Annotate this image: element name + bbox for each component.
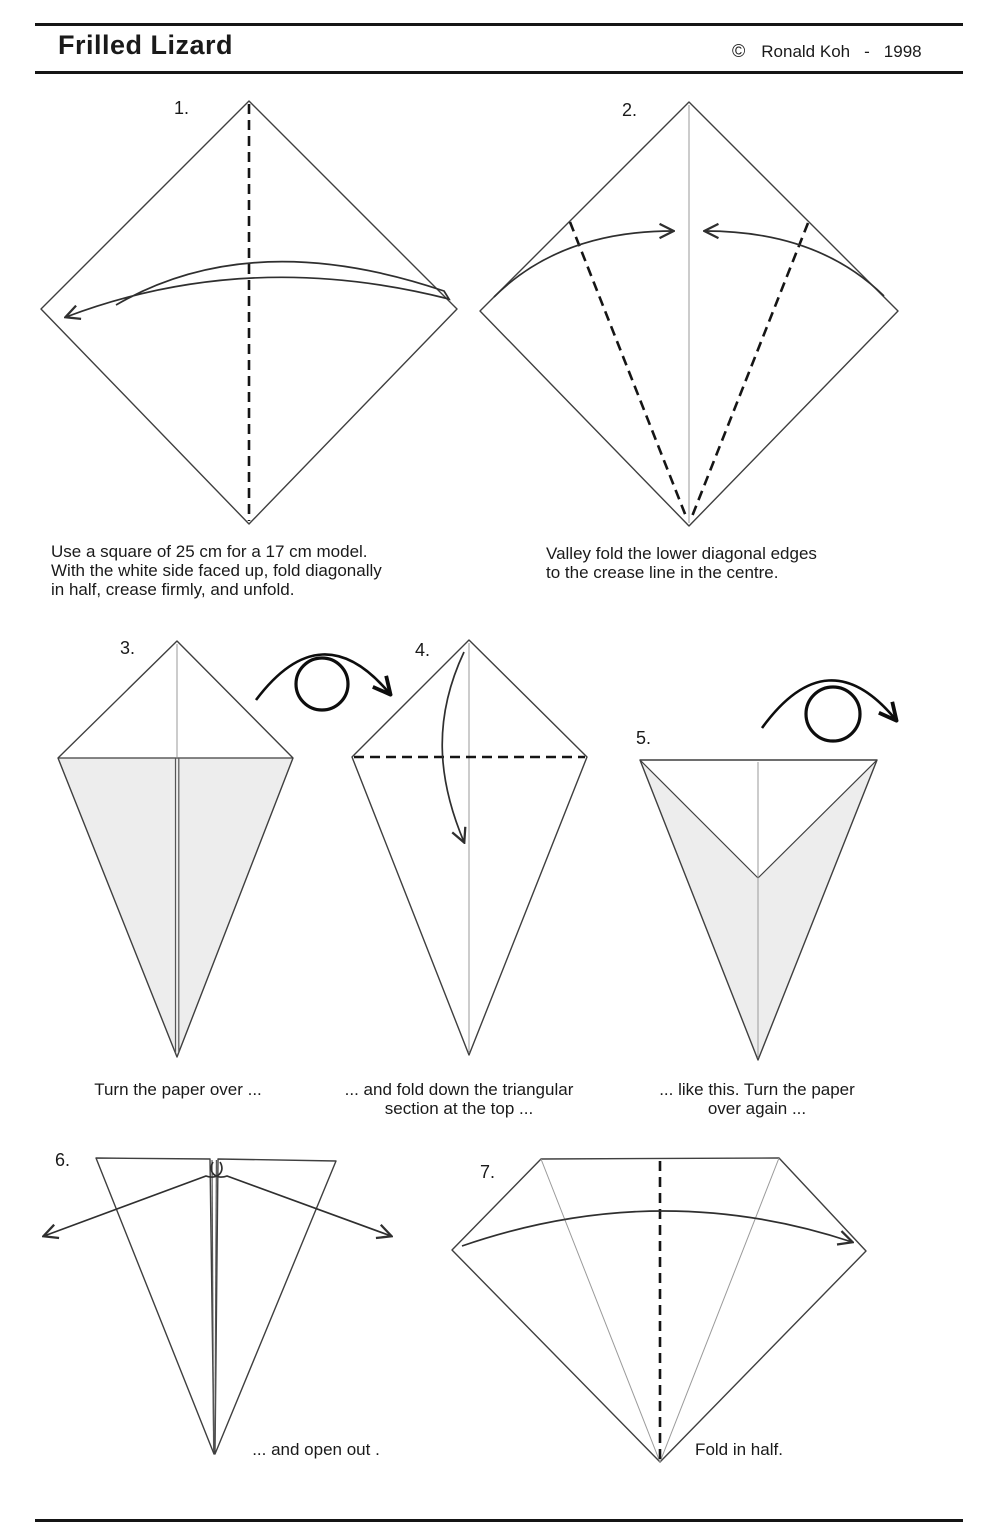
copyright-year: 1998 — [883, 41, 922, 61]
step-4-caption: ... and fold down the triangular section at the top ... — [344, 1080, 574, 1118]
fold-in-half-arrow — [462, 1211, 852, 1246]
step-5-number: 5. — [636, 728, 652, 748]
step-2-diagram — [480, 102, 898, 526]
open-out-arrow-right — [211, 1162, 391, 1236]
copyright-author: Ronald Koh — [761, 41, 851, 61]
fold-and-unfold-arrow — [66, 262, 449, 317]
copyright-separator: - — [864, 41, 870, 61]
step-5-caption: ... like this. Turn the paper over again ... — [659, 1080, 855, 1118]
turn-over-circle — [806, 687, 860, 741]
step-3-number: 3. — [120, 638, 136, 658]
step-4-diagram — [352, 640, 587, 1055]
step-7-number: 7. — [480, 1162, 496, 1182]
open-out-arrow-left — [44, 1162, 222, 1236]
step-1-caption: Use a square of 25 cm for a 17 cm model. With the white side faced up, fold diagonally in half, crease firmly, and unfold. — [51, 542, 382, 599]
right-crease-line — [660, 1158, 779, 1462]
step-7-diagram — [452, 1158, 866, 1462]
step-2-number: 2. — [622, 100, 638, 120]
right-valley-fold-dashed-line — [691, 223, 808, 519]
step-6-caption: ... and open out . — [252, 1440, 380, 1459]
right-fold-arrow — [705, 231, 884, 296]
turn-over-icon — [762, 680, 896, 741]
left-valley-fold-dashed-line — [570, 222, 687, 519]
step-1-diagram — [41, 101, 457, 524]
step-3-caption: Turn the paper over ... — [94, 1080, 262, 1099]
step-5-diagram — [640, 760, 877, 1060]
step-4-number: 4. — [415, 640, 431, 660]
centre-slit-left-edge — [212, 1160, 214, 1451]
footer-rule — [35, 1519, 963, 1522]
right-flap — [215, 1159, 336, 1454]
turn-over-circle — [296, 658, 348, 710]
copyright-icon: © — [732, 41, 746, 61]
step-2-caption: Valley fold the lower diagonal edges to the crease line in the centre. — [546, 544, 817, 582]
centre-slit-right-edge — [215, 1160, 217, 1451]
fold-down-arrow — [442, 652, 464, 842]
left-crease-line — [541, 1159, 660, 1462]
step-7-caption: Fold in half. — [695, 1440, 783, 1459]
page-title: Frilled Lizard — [58, 30, 234, 60]
step-1-number: 1. — [174, 98, 190, 118]
turn-over-icon — [256, 654, 390, 710]
step-3-diagram — [58, 641, 293, 1057]
left-flap — [96, 1158, 214, 1454]
left-fold-arrow — [494, 231, 673, 297]
step-6-diagram — [44, 1158, 391, 1454]
turn-over-arrow — [256, 654, 390, 700]
step-6-number: 6. — [55, 1150, 71, 1170]
